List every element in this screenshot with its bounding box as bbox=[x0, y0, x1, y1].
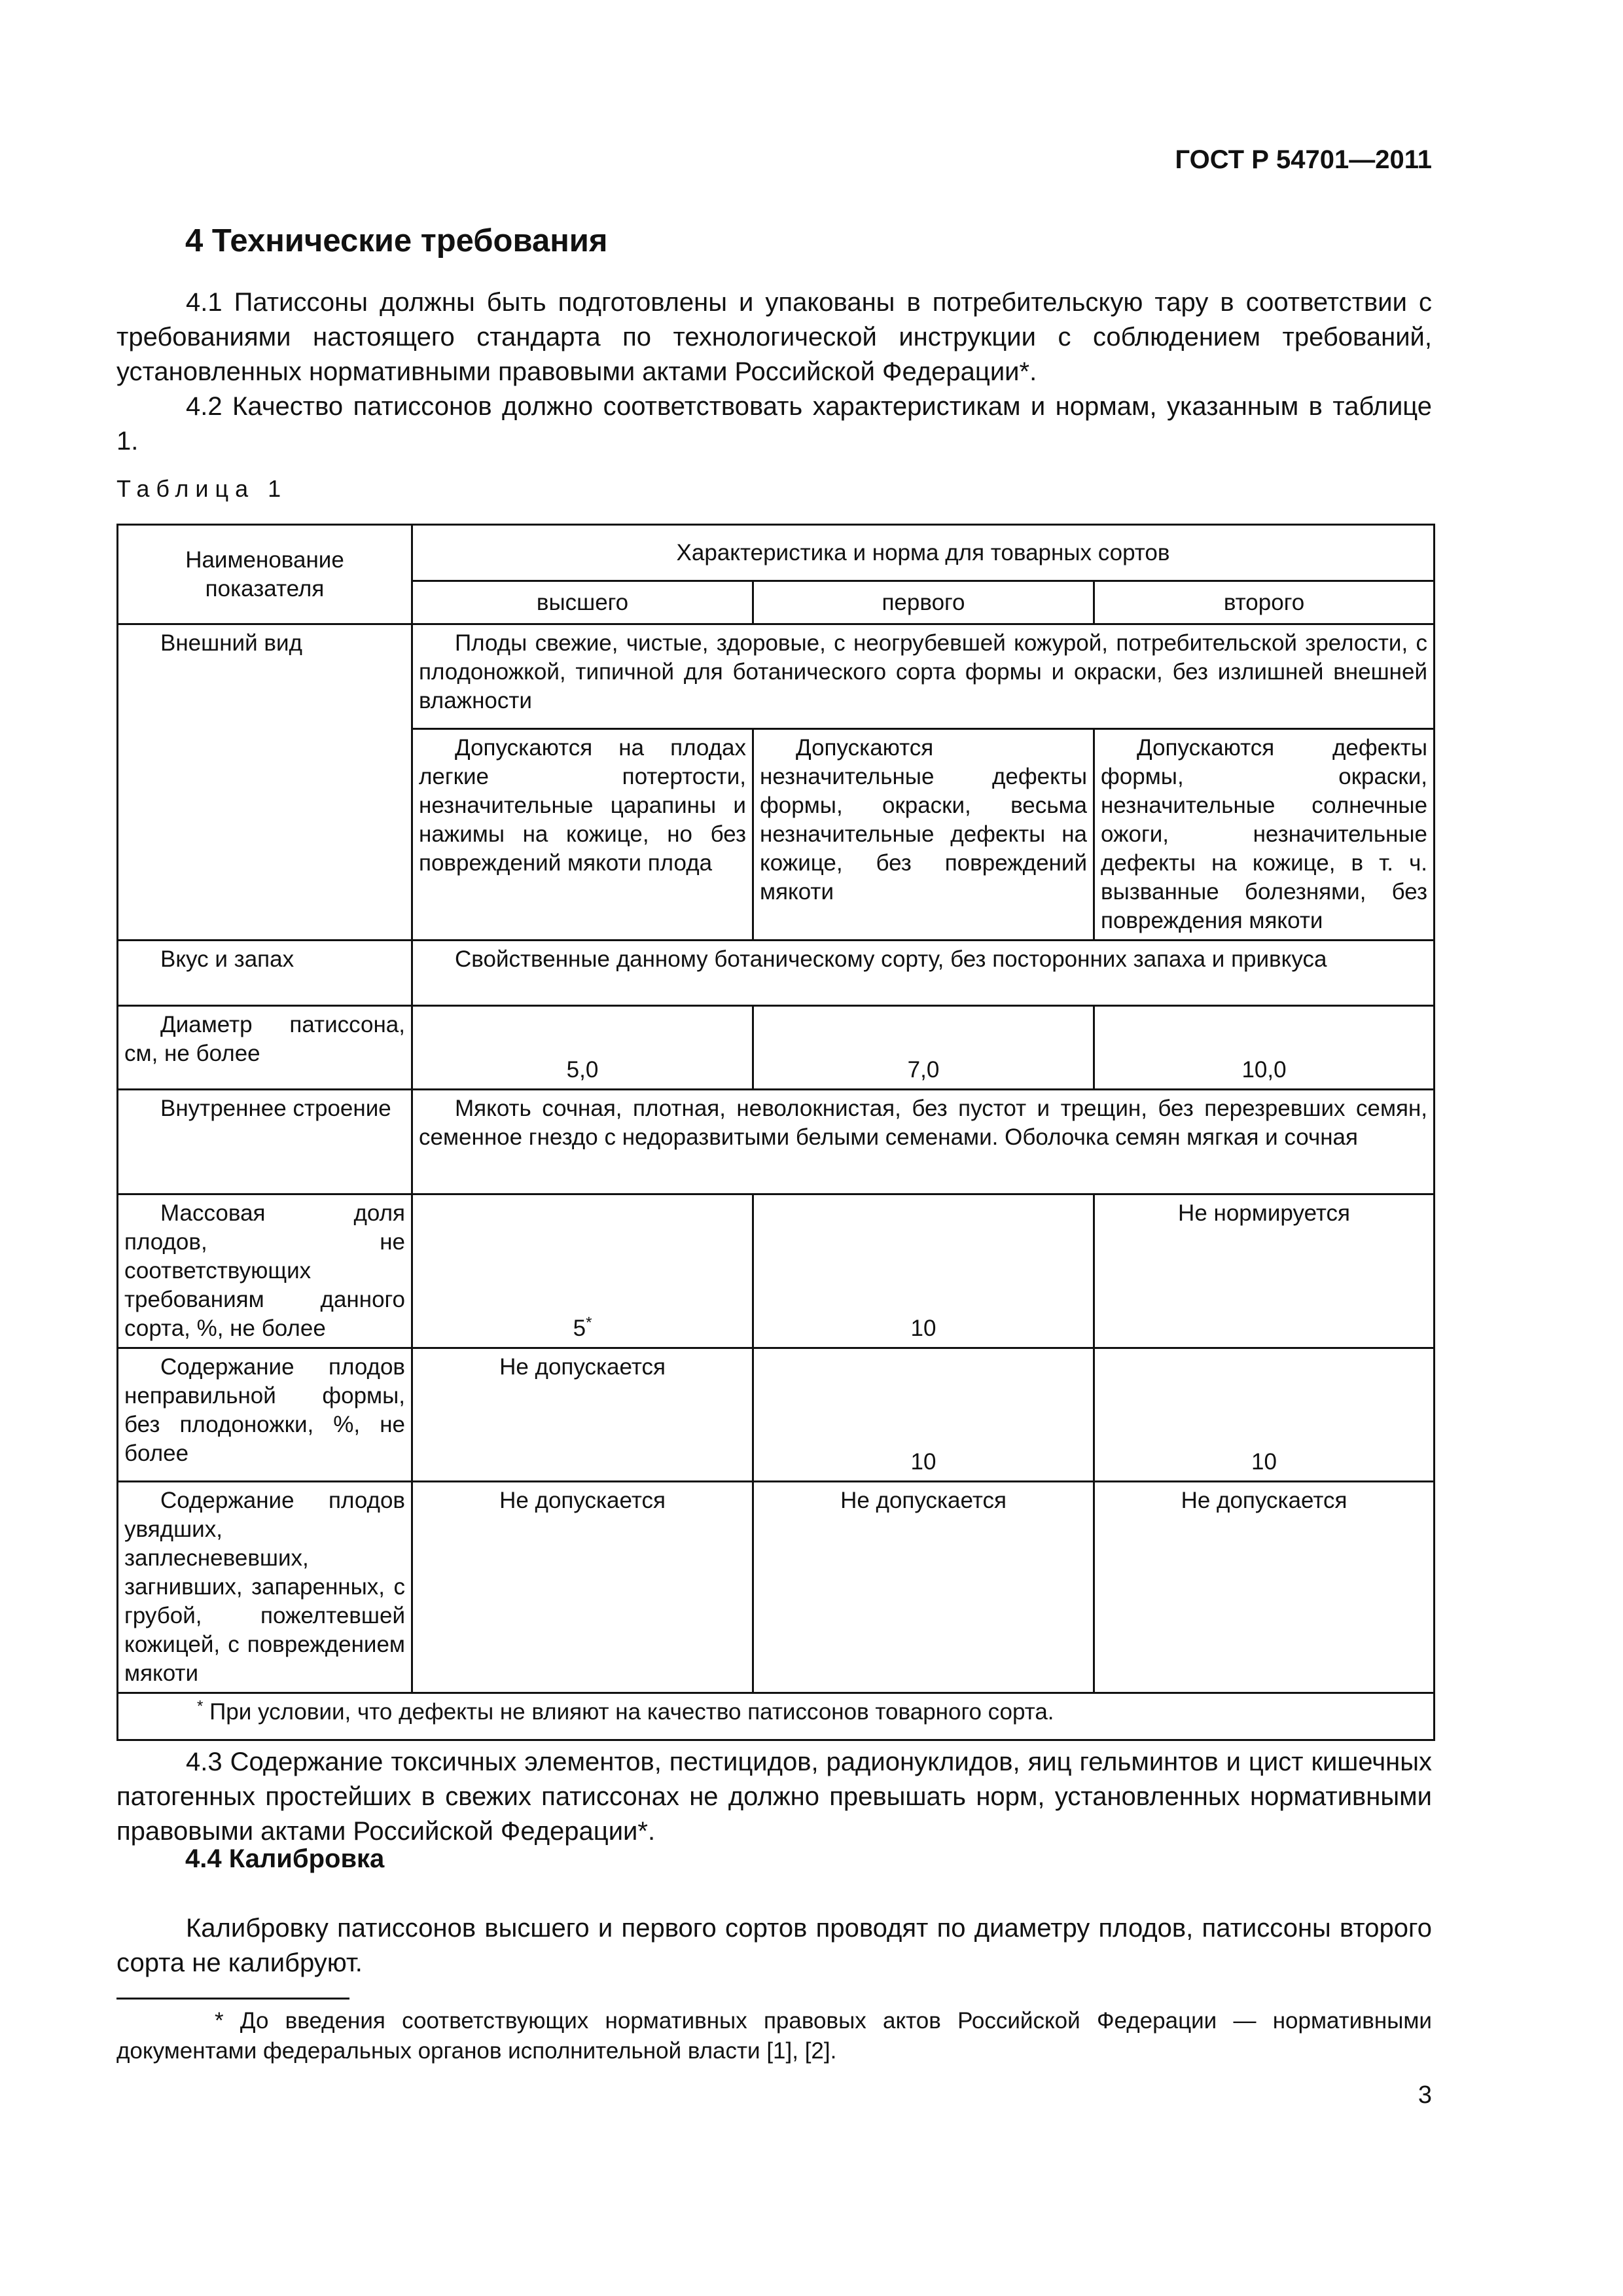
quality-table bbox=[116, 524, 1435, 1741]
appearance-grade-second: Допускаются дефекты формы, окраски, незначительные солнечные ожоги, незначительные дефекты на кожице, в т. ч. вызванные болезнями, без повреждения мякоти bbox=[1094, 729, 1435, 941]
taste-common: Свойственные данному ботаническому сорту, без посторонних запаха и привкуса bbox=[412, 941, 1435, 1006]
diameter-grade-first: 7,0 bbox=[753, 1006, 1094, 1090]
withered-grade-second: Не допускается bbox=[1094, 1482, 1435, 1693]
structure-common: Мякоть сочная, плотная, неволокнистая, без пустот и трещин, без перезревших семян, семенное гнездо с недоразвитыми белыми семенами. Оболочка семян мягкая и сочная bbox=[412, 1090, 1435, 1194]
header-grade-first: первого bbox=[753, 581, 1094, 624]
mass-share-value: 5 bbox=[573, 1316, 586, 1341]
footnote: * До введения соответствующих нормативных правовых актов Российской Федерации — нормативными документами федеральных органов исполнительной власти [1], [2]. bbox=[116, 2008, 1432, 2064]
withered-grade-first: Не допускается bbox=[753, 1482, 1094, 1693]
row-label-appearance: Внешний вид bbox=[118, 624, 412, 941]
table-row bbox=[118, 1090, 1435, 1194]
irregular-grade-first: 10 bbox=[753, 1348, 1094, 1482]
row-label-irregular: Содержание плодов неправильной формы, без плодоножки, %, не более bbox=[118, 1348, 412, 1482]
table-row bbox=[118, 1482, 1435, 1693]
irregular-grade-premium: Не допускается bbox=[412, 1348, 753, 1482]
table-row bbox=[118, 624, 1435, 729]
row-label-withered: Содержание плодов увядших, заплесневевших, загнивших, запаренных, с грубой, пожелтевшей кожицей, с повреждением мякоти bbox=[118, 1482, 412, 1693]
footnote-mark: * bbox=[586, 1314, 592, 1332]
row-label-taste: Вкус и запах bbox=[118, 941, 412, 1006]
header-grade-second: второго bbox=[1094, 581, 1435, 624]
standard-designation: ГОСТ Р 54701—2011 bbox=[1175, 145, 1432, 174]
header-grade-premium: высшего bbox=[412, 581, 753, 624]
table-row bbox=[118, 1348, 1435, 1482]
note-text: При условии, что дефекты не влияют на качество патиссонов товарного сорта. bbox=[209, 1699, 1054, 1725]
row-label-diameter: Диаметр патиссона, см, не более bbox=[118, 1006, 412, 1090]
mass-share-grade-first: 10 bbox=[753, 1194, 1094, 1348]
appearance-common: Плоды свежие, чистые, здоровые, с неогрубевшей кожурой, потребительской зрелости, с плодоножкой, типичной для ботанического сорта формы и окраски, без излишней внешней влажности bbox=[412, 624, 1435, 729]
subsection-title: 4.4 Калибровка bbox=[185, 1844, 385, 1873]
table-row bbox=[118, 1006, 1435, 1090]
appearance-grade-premium: Допускаются на плодах легкие потертости, незначительные царапины и нажимы на кожице, но без повреждений мякоти плода bbox=[412, 729, 753, 941]
paragraph-4-2: 4.2 Качество патиссонов должно соответствовать характеристикам и нормам, указанным в таблице 1. bbox=[116, 392, 1432, 456]
irregular-grade-second: 10 bbox=[1094, 1348, 1435, 1482]
paragraph-4-1: 4.1 Патиссоны должны быть подготовлены и упакованы в потребительскую тару в соответствии с требованиями настоящего стандарта по технологической инструкции с соблюдением требований, установленных нормативными правовыми актами Российской Федерации*. bbox=[116, 288, 1432, 386]
row-label-mass-share: Массовая доля плодов, не соответствующих требованиям данного сорта, %, не более bbox=[118, 1194, 412, 1348]
diameter-grade-premium: 5,0 bbox=[412, 1006, 753, 1090]
header-indicator: Наименование показателя bbox=[118, 525, 412, 624]
table-note-row bbox=[118, 1693, 1435, 1740]
table-caption: Таблица 1 bbox=[116, 475, 288, 502]
header-group: Характеристика и норма для товарных сортов bbox=[412, 525, 1435, 581]
table-header-row bbox=[118, 525, 1435, 581]
page-number: 3 bbox=[1418, 2081, 1432, 2109]
paragraph-4-3: 4.3 Содержание токсичных элементов, пестицидов, радионуклидов, яиц гельминтов и цист кишечных патогенных простейших в свежих патиссонах не должно превышать норм, установленных нормативными правовыми актами Российской Федерации*. bbox=[116, 1748, 1432, 1846]
mass-share-grade-second: Не нормируется bbox=[1094, 1194, 1435, 1348]
note-mark: * bbox=[197, 1697, 204, 1715]
row-label-structure: Внутреннее строение bbox=[118, 1090, 412, 1194]
table-row bbox=[118, 941, 1435, 1006]
footnote-divider bbox=[116, 1998, 349, 2000]
appearance-grade-first: Допускаются незначительные дефекты формы, окраски, весьма незначительные дефекты на кожице, без повреждений мякоти bbox=[753, 729, 1094, 941]
mass-share-grade-premium bbox=[412, 1194, 753, 1348]
section-title: 4 Технические требования bbox=[185, 223, 608, 259]
diameter-grade-second: 10,0 bbox=[1094, 1006, 1435, 1090]
table-row bbox=[118, 1194, 1435, 1348]
table-note bbox=[118, 1693, 1435, 1740]
withered-grade-premium: Не допускается bbox=[412, 1482, 753, 1693]
paragraph-4-4: Калибровку патиссонов высшего и первого сортов проводят по диаметру плодов, патиссоны второго сорта не калибруют. bbox=[116, 1914, 1432, 1977]
